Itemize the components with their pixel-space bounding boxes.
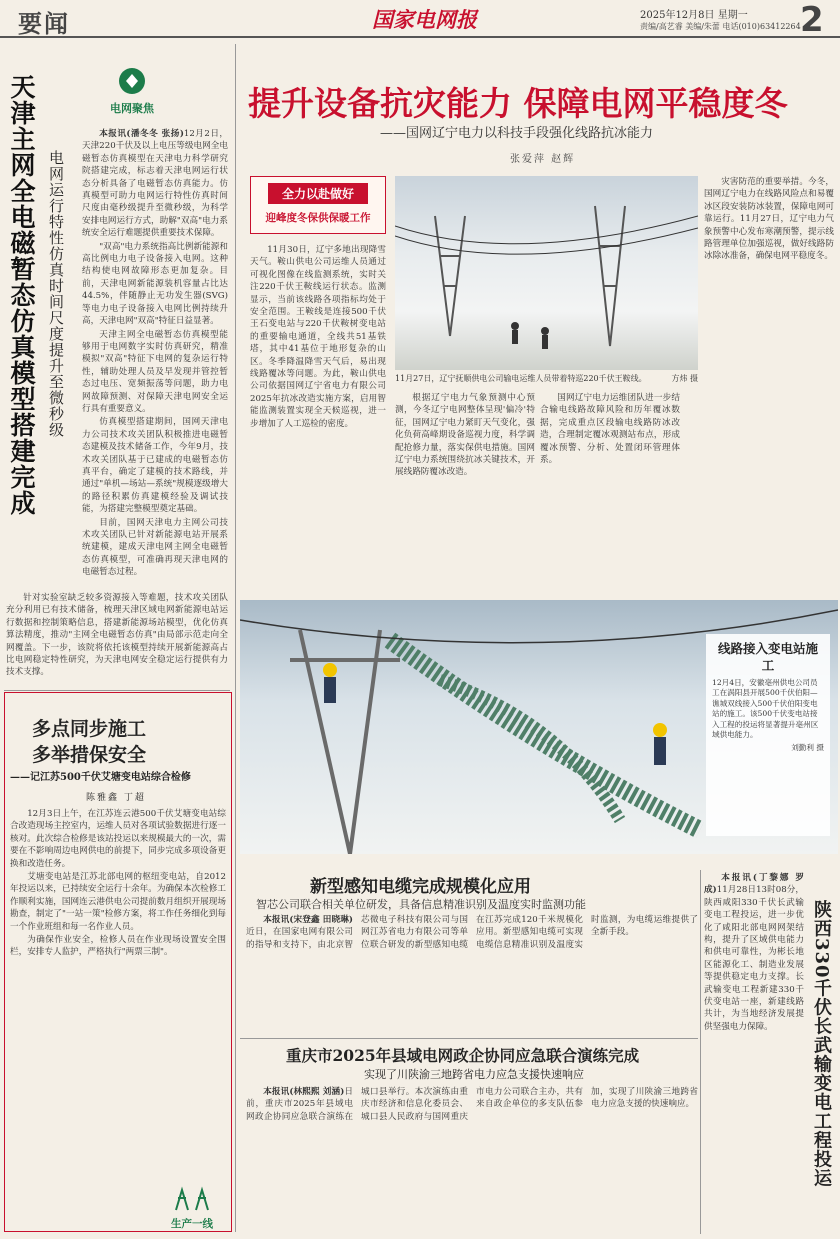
main-col-1 — [250, 244, 386, 594]
divider — [700, 870, 701, 1234]
cable-text: 近日，在国家电网有限公司的指导和支持下，由北京智芯微电子科技有限公司与国网江苏省电力有限公司等单位联合研发的新型感知电缆在江苏完成120千米规模化应用。新型感知电缆可实现电缆信息精准识别及温度实时监测，为电缆运维提供了全新手段。 — [246, 915, 698, 950]
left-story-para: 针对实验室缺乏较多资源接入等难题，技术攻关团队充分利用已有技术储备，梳理天津区域电网新能源电站运行数据和控制策略信息，搭建新能源场站模型，优化仿真算法精度，推动"主网全电磁暂态仿真"由局部示范走向全网覆盖。下一步，该院将依托该模型持续开展新能源高占比电网稳定特性研究，为天津电网安全稳定运行提供有力技术支撑。 — [6, 593, 228, 678]
editors-line: 责编/高艺睿 美编/朱蕾 电话(010)63412264 — [640, 22, 801, 31]
feature-photo-caption: 12月4日，安徽亳州供电公司员工在涡阳县开展500千伏伯阳—谯城双线接入500千伏伯阳变电站的施工。该500千伏变电站接入工程的投运将显著提升亳州区域供电能力。 — [712, 678, 819, 740]
bottom-left-title-1: 多点同步施工 — [32, 718, 147, 740]
production-line-badge — [160, 1186, 224, 1230]
left-story-body — [82, 128, 228, 590]
left-story-para: "双高"电力系统指高比例新能源和高比例电力电子设备接入电网。这种结构使电网故障形态更加复杂。目前，天津电网新能源装机容量占比达44.5%，伴随静止无功发生器(SVG)等电力电子设备接入电网比例持续升高，天津电网"双高"特征日益显著。 — [82, 241, 228, 327]
main-col-4 — [704, 176, 834, 604]
chongqing-subtitle: 实现了川陕渝三地跨省电力应急支援快速响应 — [364, 1068, 584, 1081]
feature-photo-credit: 刘勤利 摄 — [791, 743, 824, 753]
left-story-para: 12月2日，天津220千伏及以上电压等级电网全电磁暂态仿真模型在天津电力科学研究院搭建完成，标志着天津电网运行状态分析具备了电磁暂态仿真能力。仿真模型可助力电网运行特性仿真时间尺度由毫秒级提升至微秒级，为科学安排电网运行方式，助解"双高"电力系统安全运行难题提供重要技术保障。 — [82, 129, 228, 239]
bottom-left-authors: 陈雅鑫 丁超 — [86, 793, 146, 803]
cable-subtitle: 智芯公司联合相关单位研发，具备信息精准识别及温度实时监测功能 — [256, 898, 586, 911]
grid-focus-label: 电网聚焦 — [110, 102, 154, 115]
main-para: 国网辽宁电力运维团队进一步结合输电线路故障风险和历年覆冰数据，完成重点区段输电线路防冰改造，合理制定覆冰观测站布点，形成覆冰预警、分析、处置闭环管理体系。 — [540, 393, 680, 466]
left-story-lower-body — [6, 592, 228, 684]
chongqing-byline: 本报讯(林熙熙 刘涵) — [263, 1087, 345, 1097]
campaign-tag — [250, 176, 386, 234]
right-story-title: 陕西330千伏长武输变电工程投运 — [811, 900, 832, 1188]
left-story-para: 天津主网全电磁暂态仿真模型能够用于电网数字实时仿真研究，精准模拟"双高"特征下电网的复杂运行特性，辅助处理人员及早发现并管控暂态过电压、宽频振荡等问题，助力电网故障预测、对保障天津电网安全运行具有重要意义。 — [82, 329, 228, 414]
bottom-left-title-2: 多举措保安全 — [32, 744, 147, 766]
feature-caption-box — [706, 634, 830, 836]
right-story-text: 11月28日13时08分，陕西咸阳330千伏长武输变电工程投运，进一步优化了咸阳北部电网网架结构，提升了区域供电能力和供电可靠性，为彬长地区能源化工、制造业发展等提供稳定电力支撑。长武输变电工程新建330千伏变电站一座，新建线路共计，为当地经济发展提供坚强电力保障。 — [704, 885, 804, 1032]
section-name: 要闻 — [18, 9, 70, 38]
left-story-para: 目前，国网天津电力主网公司技术攻关团队已针对新能源电站开展系统建模，建成天津电网主网全电磁暂态仿真模型，可准确再现天津电网的电磁暂态过程。 — [82, 517, 228, 578]
campaign-tag-line1: 全力以赴做好 — [268, 183, 368, 204]
feature-photo-title: 线路接入变电站施工 — [717, 641, 818, 673]
chongqing-body — [246, 1086, 698, 1234]
main-col-3 — [540, 392, 680, 602]
right-story-body — [704, 872, 804, 1234]
main-para: 11月30日，辽宁多地出现降雪天气。鞍山供电公司运维人员通过可视化图像在线监测系统，实时关注220千伏王鞍线运行状态。监测显示，当前该线路各项指标均处于安全范围。王鞍线是连接500千伏王石变电站与220千伏鞍树变电站的重要输电通道，全线共51基铁塔，其中41基位于地形复杂的山区。冬季降温降雪天气后，易出现线路覆冰等问题。为此，鞍山供电公司依据国网辽宁省电力有限公司2025年抗冰改造实施方案，启用智能监测装置实现全天候巡视，进一步增加了人工巡检的密度。 — [250, 245, 386, 429]
right-story-byline: 本报讯(丁黎娜 罗成) — [704, 873, 804, 896]
chongqing-text: 日前，重庆市2025年县域电网政企协同应急联合演练在城口县举行。本次演练由重庆市经济和信息化委员会、城口县人民政府与国网重庆市电力公司联合主办，共有来自政企单位的多支队伍参加，实现了川陕渝三地跨省电力应急支援的快速响应。 — [246, 1087, 698, 1122]
bottom-left-para: 艾塘变电站是江苏北部电网的枢纽变电站，自2012年投运以来，已持续安全运行十余年。为确保本次检修工作顺利实施，国网连云港供电公司提前数月组织开展现场勘查，制定了"一站一策"检修方案，将工作任务细化到每一个作业班组和每一名作业人员。 — [10, 872, 226, 932]
left-story-para: 仿真模型搭建期间，国网天津电力公司技术攻关团队积极推进电磁暂态建模及技术储备工作，今年9月，技术攻关团队基于已建成的电磁暂态仿真平台，确定了建模的技术路线，并通过"单机—场站—系统"规模逐级增大的路径积累仿真建模经验及调试技能，为搭建完整模型奠定基础。 — [82, 417, 228, 515]
main-para: 根据辽宁电力气象预测中心预测，今冬辽宁电网整体呈现'偏冷'特征，国网辽宁电力紧盯天气变化，强化负荷高峰期设备巡视力度，科学调配抢修力量，落实保供电措施。国网辽宁电力系统围绕抗冰关键技术，开展线路防覆冰改造。 — [395, 393, 535, 478]
production-line-label: 生产一线 — [171, 1218, 213, 1230]
left-story-subtitle: 电网运行特性仿真时间尺度提升至微秒级 — [47, 150, 65, 438]
chongqing-title: 重庆市2025年县域电网政企协同应急联合演练完成 — [286, 1046, 640, 1065]
power-tower-icon — [170, 1186, 214, 1212]
cable-byline: 本报讯(宋登鑫 田晓琳) — [263, 915, 353, 925]
bottom-left-body — [10, 808, 226, 1144]
main-subheadline: ——国网辽宁电力以科技手段强化线路抗冰能力 — [380, 126, 654, 141]
main-photo-caption-text: 11月27日，辽宁抚顺供电公司输电运维人员带着特巡220千伏王鞍线。 — [395, 374, 647, 383]
grid-focus-badge — [104, 66, 160, 122]
bottom-left-para: 为确保作业安全，检修人员在作业现场设置安全围栏，安排专人监护，严格执行"两票三制"。 — [10, 935, 226, 958]
campaign-tag-line2: 迎峰度冬保供保暖工作 — [265, 212, 371, 224]
bottom-left-subtitle: ——记江苏500千伏艾塘变电站综合检修 — [10, 772, 191, 783]
main-photo-caption — [395, 373, 698, 384]
cable-title: 新型感知电缆完成规模化应用 — [310, 877, 531, 897]
snowy-lines-photo — [395, 176, 698, 370]
divider — [240, 1038, 698, 1039]
main-authors: 张爱萍 赵辉 — [510, 154, 576, 165]
left-story-title: 天津主网全电磁暂态仿真模型搭建完成 — [7, 74, 36, 516]
left-story-byline: 本报讯(潘冬冬 张扬) — [99, 129, 184, 139]
grid-focus-icon — [117, 66, 147, 96]
newspaper-logo: 国家电网报 — [372, 7, 477, 32]
divider — [235, 44, 236, 1232]
main-headline: 提升设备抗灾能力 保障电网平稳度冬 — [248, 84, 788, 123]
main-photo-credit: 方炜 摄 — [671, 374, 698, 383]
tower-illustration — [395, 176, 698, 370]
divider — [4, 690, 230, 691]
bottom-left-para: 12月3日上午，在江苏连云港500千伏艾塘变电站综合改造现场主控室内，运维人员对各项试验数据进行逐一核对。此次综合检修是该站投运以来规模最大的一次，需要在不影响周边电网供电的前提下，同步完成多项设备更换和改造任务。 — [10, 809, 226, 869]
main-para: 灾害防范的重要举措。今冬，国网辽宁电力在线路风险点和易覆冰区段安装防冰装置，保障电网可靠运行。11月27日，辽宁电力气象预警中心发布寒潮预警，提示线路管理单位加强巡视，做好线路防冰除冰准备，确保电网平稳度冬。 — [704, 177, 834, 262]
page-header — [0, 0, 840, 38]
main-col-2 — [395, 392, 535, 602]
page-number: 2 — [800, 0, 824, 40]
issue-date: 2025年12月8日 星期一 — [640, 10, 748, 21]
cable-body — [246, 914, 698, 1038]
